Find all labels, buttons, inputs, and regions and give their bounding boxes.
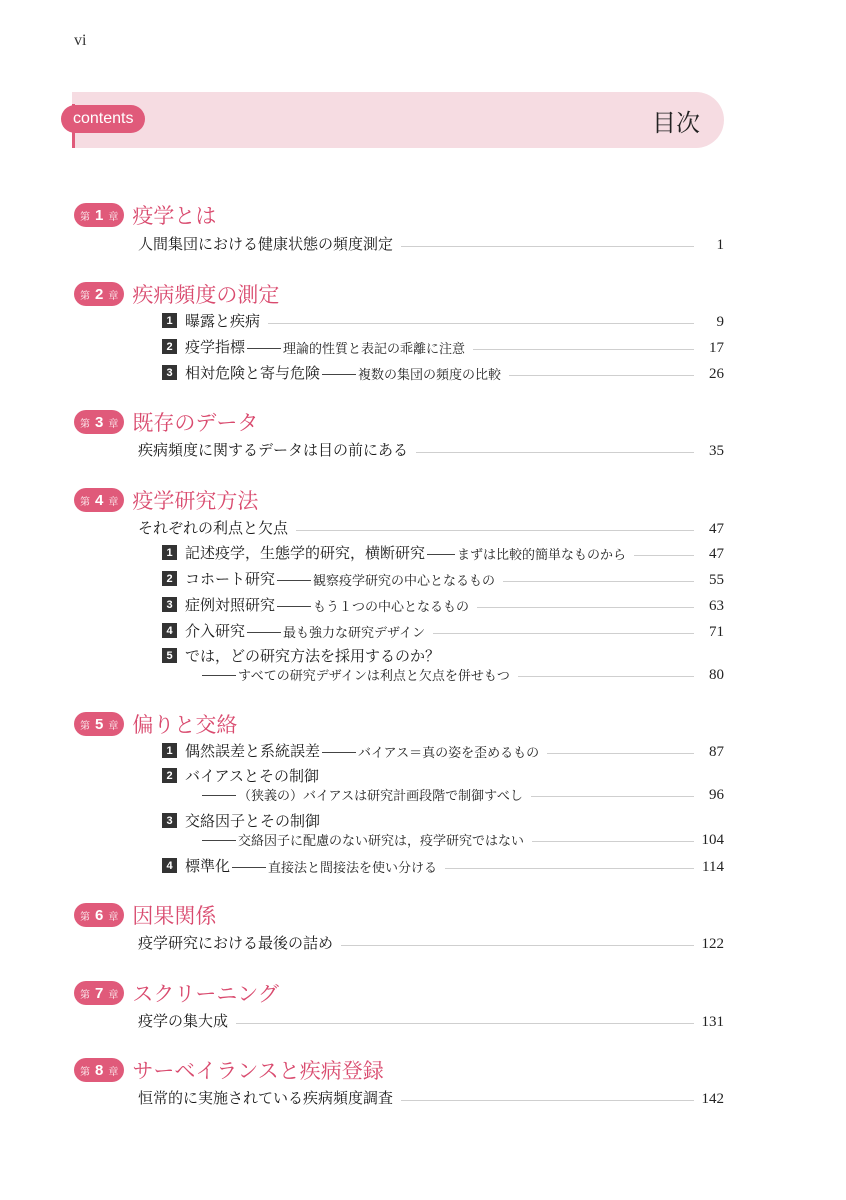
section-number: 1 xyxy=(162,545,177,560)
chapter-heading[interactable] xyxy=(74,408,258,436)
entry-subtitle: バイアス＝真の姿を歪めるもの xyxy=(358,746,540,761)
chapter-heading[interactable] xyxy=(74,280,279,308)
toc-entry[interactable] xyxy=(162,309,724,331)
chapter-heading[interactable] xyxy=(74,979,279,1007)
toc-entry-heading[interactable] xyxy=(162,644,724,666)
chapter-heading[interactable] xyxy=(74,710,237,738)
section-number: 2 xyxy=(162,339,177,354)
section-number: 4 xyxy=(162,623,177,638)
toc-entry-continuation[interactable] xyxy=(202,784,724,804)
dot-leader xyxy=(532,841,693,842)
chapter-heading[interactable] xyxy=(74,201,216,229)
dot-leader xyxy=(445,868,694,869)
em-dash xyxy=(427,554,455,555)
entry-text: 相対危険と寄与危険 xyxy=(185,364,321,382)
toc-entry[interactable] xyxy=(138,931,724,953)
chapter-badge: 第 3 章 xyxy=(74,410,124,434)
toc-entry-continuation[interactable] xyxy=(202,829,724,849)
page-ref: 142 xyxy=(701,1091,724,1107)
page-ref: 71 xyxy=(709,624,724,640)
em-dash xyxy=(202,675,236,676)
chapter-title: 疫学とは xyxy=(132,204,217,228)
dot-leader xyxy=(433,633,694,634)
entry-text: 標準化 xyxy=(185,857,231,875)
entry-text: それぞれの利点と欠点 xyxy=(138,519,289,537)
toc-entry-continuation[interactable] xyxy=(202,664,724,684)
page-ref: 122 xyxy=(701,936,724,952)
entry-text: 交絡因子とその制御 xyxy=(185,812,321,830)
page-ref: 104 xyxy=(701,832,724,848)
chapter-title: 疫学研究方法 xyxy=(132,489,259,513)
toc-entry-heading[interactable] xyxy=(162,809,724,831)
em-dash xyxy=(277,606,311,607)
entry-subtitle: すべての研究デザインは利点と欠点を併せもつ xyxy=(238,669,510,684)
dot-leader xyxy=(531,796,694,797)
page-number: vi xyxy=(74,32,87,49)
toc-entry[interactable] xyxy=(138,516,724,538)
toc-entry-heading[interactable] xyxy=(162,764,724,786)
toc-title: 目次 xyxy=(652,109,700,137)
page-ref: 63 xyxy=(709,598,724,614)
dot-leader xyxy=(416,452,694,453)
toc-entry[interactable] xyxy=(162,361,724,383)
page-ref: 9 xyxy=(716,314,724,330)
chapter-heading[interactable] xyxy=(74,1056,384,1084)
chapter-badge: 第 2 章 xyxy=(74,282,124,306)
entry-subtitle: もう１つの中心となるもの xyxy=(313,600,470,615)
page-ref: 87 xyxy=(709,744,724,760)
dot-leader xyxy=(236,1023,693,1024)
dot-leader xyxy=(401,246,694,247)
dot-leader xyxy=(341,945,693,946)
entry-subtitle: 複数の集団の頻度の比較 xyxy=(358,368,502,383)
entry-subtitle: （狭義の）バイアスは研究計画段階で制御すべし xyxy=(238,789,523,804)
entry-text: バイアスとその制御 xyxy=(185,767,319,785)
entry-text: 疫学指標 xyxy=(185,338,246,356)
dot-leader xyxy=(509,375,694,376)
section-number: 3 xyxy=(162,597,177,612)
toc-entry[interactable] xyxy=(162,593,724,615)
entry-text: 人間集団における健康状態の頻度測定 xyxy=(138,235,394,253)
page-ref: 17 xyxy=(709,340,724,356)
entry-text: 偶然誤差と系統誤差 xyxy=(185,742,321,760)
entry-text: 恒常的に実施されている疾病頻度調査 xyxy=(138,1089,394,1107)
toc-entry[interactable] xyxy=(162,854,724,876)
page-ref: 47 xyxy=(709,521,724,537)
chapter-title: 偏りと交絡 xyxy=(132,713,238,737)
chapter-heading[interactable] xyxy=(74,486,258,514)
em-dash xyxy=(202,795,236,796)
toc-entry[interactable] xyxy=(162,567,724,589)
section-number: 2 xyxy=(162,571,177,586)
page-ref: 131 xyxy=(701,1014,724,1030)
em-dash xyxy=(322,752,356,753)
dot-leader xyxy=(634,555,694,556)
chapter-title: サーベイランスと疾病登録 xyxy=(132,1059,384,1083)
page-ref: 47 xyxy=(709,546,724,562)
dot-leader xyxy=(473,349,694,350)
toc-entry[interactable] xyxy=(138,438,724,460)
toc-entry[interactable] xyxy=(162,619,724,641)
entry-text: 介入研究 xyxy=(185,622,246,640)
page-ref: 1 xyxy=(716,237,724,253)
em-dash xyxy=(202,840,236,841)
page-ref: 55 xyxy=(709,572,724,588)
chapter-badge: 第 6 章 xyxy=(74,903,124,927)
toc-entry[interactable] xyxy=(138,232,724,254)
toc-entry[interactable] xyxy=(162,335,724,357)
em-dash xyxy=(247,348,281,349)
page-ref: 35 xyxy=(709,443,724,459)
section-number: 4 xyxy=(162,858,177,873)
section-number: 3 xyxy=(162,813,177,828)
toc-entry[interactable] xyxy=(138,1009,724,1031)
entry-text: 疫学の集大成 xyxy=(138,1012,229,1030)
chapter-title: 因果関係 xyxy=(132,904,217,928)
dot-leader xyxy=(503,581,694,582)
dot-leader xyxy=(296,530,694,531)
entry-text: では，どの研究方法を採用するのか？ xyxy=(185,647,441,665)
chapter-heading[interactable] xyxy=(74,901,216,929)
entry-subtitle: 交絡因子に配慮のない研究は，疫学研究ではない xyxy=(238,834,525,849)
dot-leader xyxy=(401,1100,693,1101)
page-ref: 80 xyxy=(709,667,724,683)
em-dash xyxy=(277,580,311,581)
em-dash xyxy=(322,374,356,375)
dot-leader xyxy=(477,607,694,608)
entry-subtitle: 観察疫学研究の中心となるもの xyxy=(313,574,496,589)
entry-subtitle: 最も強力な研究デザイン xyxy=(283,626,426,641)
entry-text: 曝露と疾病 xyxy=(185,312,261,330)
chapter-badge: 第 7 章 xyxy=(74,981,124,1005)
em-dash xyxy=(247,632,281,633)
chapter-badge: 第 8 章 xyxy=(74,1058,124,1082)
entry-text: コホート研究 xyxy=(185,570,276,588)
page-ref: 26 xyxy=(709,366,724,382)
chapter-title: 既存のデータ xyxy=(132,411,259,435)
dot-leader xyxy=(547,753,694,754)
toc-header-band xyxy=(72,92,724,148)
dot-leader xyxy=(268,323,694,324)
entry-text: 記述疫学，生態学的研究，横断研究 xyxy=(185,544,426,562)
entry-subtitle: 理論的性質と表記の乖離に注意 xyxy=(283,342,466,357)
entry-text: 疾病頻度に関するデータは目の前にある xyxy=(138,441,409,459)
section-number: 5 xyxy=(162,648,177,663)
toc-entry[interactable] xyxy=(162,541,724,563)
em-dash xyxy=(232,867,266,868)
entry-text: 症例対照研究 xyxy=(185,596,276,614)
chapter-title: スクリーニング xyxy=(132,982,279,1006)
section-number: 3 xyxy=(162,365,177,380)
page-ref: 114 xyxy=(702,859,724,875)
toc-entry[interactable] xyxy=(138,1086,724,1108)
dot-leader xyxy=(518,676,694,677)
chapter-title: 疾病頻度の測定 xyxy=(132,283,280,307)
toc-entry[interactable] xyxy=(162,739,724,761)
contents-label: contents xyxy=(61,105,145,133)
entry-text: 疫学研究における最後の詰め xyxy=(138,934,334,952)
section-number: 2 xyxy=(162,768,177,783)
entry-subtitle: 直接法と間接法を使い分ける xyxy=(268,861,438,876)
page-ref: 96 xyxy=(709,787,724,803)
section-number: 1 xyxy=(162,313,177,328)
section-number: 1 xyxy=(162,743,177,758)
chapter-badge: 第 1 章 xyxy=(74,203,124,227)
chapter-badge: 第 4 章 xyxy=(74,488,124,512)
chapter-badge: 第 5 章 xyxy=(74,712,124,736)
entry-subtitle: まずは比較的簡単なものから xyxy=(457,548,627,563)
